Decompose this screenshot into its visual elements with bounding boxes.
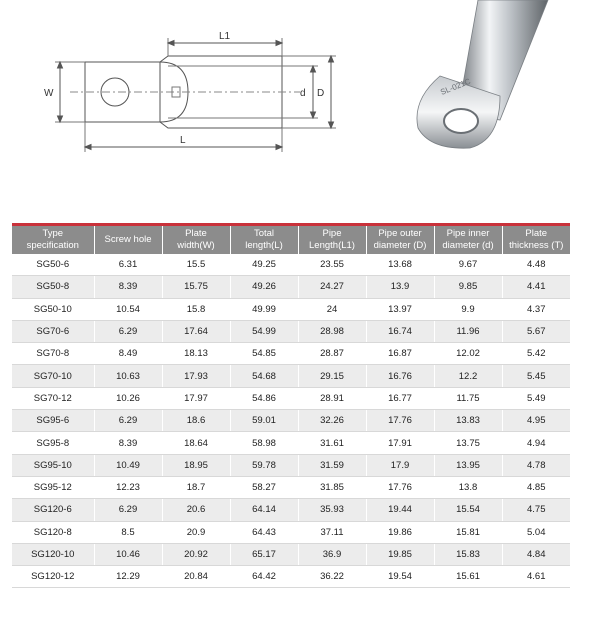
- value-cell: 4.37: [502, 298, 570, 320]
- column-header: [162, 225, 230, 255]
- column-header-line: Pipe inner: [446, 228, 490, 239]
- value-cell: 37.11: [298, 521, 366, 543]
- value-cell: 8.49: [94, 343, 162, 365]
- value-cell: 4.84: [502, 543, 570, 565]
- value-cell: 5.45: [502, 365, 570, 387]
- value-cell: 18.64: [162, 432, 230, 454]
- value-cell: 9.85: [434, 276, 502, 298]
- value-cell: 15.5: [162, 254, 230, 276]
- table-row: [12, 298, 570, 320]
- value-cell: 20.9: [162, 521, 230, 543]
- value-cell: 20.84: [162, 566, 230, 588]
- value-cell: 54.68: [230, 365, 298, 387]
- type-cell: SG120-8: [12, 521, 94, 543]
- column-header: [298, 225, 366, 255]
- value-cell: 8.5: [94, 521, 162, 543]
- value-cell: 13.75: [434, 432, 502, 454]
- photo-screw-hole: [444, 109, 478, 133]
- value-cell: 9.9: [434, 298, 502, 320]
- value-cell: 35.93: [298, 499, 366, 521]
- value-cell: 28.98: [298, 320, 366, 342]
- value-cell: 12.23: [94, 476, 162, 498]
- column-header-line: specification: [26, 240, 79, 251]
- value-cell: 65.17: [230, 543, 298, 565]
- value-cell: 54.99: [230, 320, 298, 342]
- value-cell: 17.76: [366, 410, 434, 432]
- value-cell: 49.26: [230, 276, 298, 298]
- value-cell: 18.6: [162, 410, 230, 432]
- type-cell: SG95-12: [12, 476, 94, 498]
- value-cell: 12.29: [94, 566, 162, 588]
- technical-drawing: [55, 38, 336, 152]
- label-l1: L1: [219, 31, 231, 42]
- value-cell: 10.26: [94, 387, 162, 409]
- value-cell: 4.61: [502, 566, 570, 588]
- value-cell: 6.29: [94, 499, 162, 521]
- value-cell: 10.63: [94, 365, 162, 387]
- value-cell: 6.29: [94, 320, 162, 342]
- column-header: [12, 225, 94, 255]
- column-header: [230, 225, 298, 255]
- value-cell: 10.49: [94, 454, 162, 476]
- value-cell: 6.29: [94, 410, 162, 432]
- table-body: [12, 254, 570, 588]
- value-cell: 49.99: [230, 298, 298, 320]
- column-header-line: diameter (d): [442, 240, 494, 251]
- value-cell: 8.39: [94, 432, 162, 454]
- value-cell: 58.27: [230, 476, 298, 498]
- type-cell: SG70-6: [12, 320, 94, 342]
- table-row: [12, 432, 570, 454]
- value-cell: 4.41: [502, 276, 570, 298]
- value-cell: 20.6: [162, 499, 230, 521]
- table-row: [12, 387, 570, 409]
- value-cell: 13.95: [434, 454, 502, 476]
- table-row: [12, 566, 570, 588]
- value-cell: 15.54: [434, 499, 502, 521]
- column-header: [502, 225, 570, 255]
- value-cell: 54.85: [230, 343, 298, 365]
- value-cell: 5.49: [502, 387, 570, 409]
- value-cell: 18.7: [162, 476, 230, 498]
- column-header-line: thickness (T): [509, 240, 564, 251]
- value-cell: 20.92: [162, 543, 230, 565]
- type-cell: SG120-12: [12, 566, 94, 588]
- specification-table: [12, 223, 570, 588]
- value-cell: 15.83: [434, 543, 502, 565]
- value-cell: 32.26: [298, 410, 366, 432]
- value-cell: 19.54: [366, 566, 434, 588]
- column-header-line: length(L): [245, 240, 283, 251]
- value-cell: 18.95: [162, 454, 230, 476]
- table-row: [12, 320, 570, 342]
- value-cell: 13.9: [366, 276, 434, 298]
- column-header: [366, 225, 434, 255]
- value-cell: 64.14: [230, 499, 298, 521]
- table-row: [12, 521, 570, 543]
- type-cell: SG95-10: [12, 454, 94, 476]
- table-row: [12, 454, 570, 476]
- column-header-line: Type: [42, 228, 64, 239]
- value-cell: 12.02: [434, 343, 502, 365]
- value-cell: 17.97: [162, 387, 230, 409]
- value-cell: 17.76: [366, 476, 434, 498]
- value-cell: 17.93: [162, 365, 230, 387]
- value-cell: 4.95: [502, 410, 570, 432]
- value-cell: 16.74: [366, 320, 434, 342]
- table-row: [12, 276, 570, 298]
- value-cell: 58.98: [230, 432, 298, 454]
- value-cell: 4.85: [502, 476, 570, 498]
- value-cell: 11.75: [434, 387, 502, 409]
- value-cell: 8.39: [94, 276, 162, 298]
- value-cell: 4.48: [502, 254, 570, 276]
- value-cell: 64.42: [230, 566, 298, 588]
- type-cell: SG70-10: [12, 365, 94, 387]
- column-header-line: Pipe: [322, 228, 342, 239]
- value-cell: 9.67: [434, 254, 502, 276]
- column-header-line: diameter (D): [373, 240, 427, 251]
- value-cell: 23.55: [298, 254, 366, 276]
- table-row: [12, 543, 570, 565]
- value-cell: 13.83: [434, 410, 502, 432]
- type-cell: SG120-6: [12, 499, 94, 521]
- value-cell: 15.8: [162, 298, 230, 320]
- type-cell: SG50-8: [12, 276, 94, 298]
- column-header: [94, 225, 162, 255]
- type-cell: SG120-10: [12, 543, 94, 565]
- type-cell: SG95-8: [12, 432, 94, 454]
- value-cell: 24.27: [298, 276, 366, 298]
- column-header-line: Length(L1): [309, 240, 355, 251]
- value-cell: 12.2: [434, 365, 502, 387]
- value-cell: 16.77: [366, 387, 434, 409]
- value-cell: 4.75: [502, 499, 570, 521]
- value-cell: 13.97: [366, 298, 434, 320]
- product-photo: [417, 0, 548, 148]
- column-header-line: Pipe outer: [378, 228, 422, 239]
- value-cell: 15.75: [162, 276, 230, 298]
- value-cell: 4.78: [502, 454, 570, 476]
- table-row: [12, 499, 570, 521]
- value-cell: 17.91: [366, 432, 434, 454]
- type-cell: SG50-6: [12, 254, 94, 276]
- column-header-line: Total: [253, 228, 275, 239]
- value-cell: 49.25: [230, 254, 298, 276]
- value-cell: 18.13: [162, 343, 230, 365]
- value-cell: 15.61: [434, 566, 502, 588]
- value-cell: 13.8: [434, 476, 502, 498]
- value-cell: 16.87: [366, 343, 434, 365]
- photo-stamp: SL-021C: [439, 76, 472, 97]
- table-row: [12, 410, 570, 432]
- value-cell: 54.86: [230, 387, 298, 409]
- value-cell: 6.31: [94, 254, 162, 276]
- value-cell: 36.22: [298, 566, 366, 588]
- value-cell: 59.01: [230, 410, 298, 432]
- column-header-line: Screw hole: [104, 234, 152, 245]
- table-row: [12, 343, 570, 365]
- value-cell: 31.59: [298, 454, 366, 476]
- value-cell: 59.78: [230, 454, 298, 476]
- value-cell: 5.04: [502, 521, 570, 543]
- value-cell: 10.46: [94, 543, 162, 565]
- label-l: L: [180, 135, 186, 146]
- value-cell: 64.43: [230, 521, 298, 543]
- value-cell: 17.9: [366, 454, 434, 476]
- column-header: [434, 225, 502, 255]
- value-cell: 10.54: [94, 298, 162, 320]
- value-cell: 11.96: [434, 320, 502, 342]
- value-cell: 31.85: [298, 476, 366, 498]
- value-cell: 28.87: [298, 343, 366, 365]
- value-cell: 36.9: [298, 543, 366, 565]
- value-cell: 19.44: [366, 499, 434, 521]
- value-cell: 4.94: [502, 432, 570, 454]
- column-header-line: Plate: [185, 228, 207, 239]
- value-cell: 28.91: [298, 387, 366, 409]
- type-cell: SG70-8: [12, 343, 94, 365]
- label-d-inner: d: [300, 88, 306, 99]
- type-cell: SG50-10: [12, 298, 94, 320]
- value-cell: 16.76: [366, 365, 434, 387]
- value-cell: 17.64: [162, 320, 230, 342]
- value-cell: 29.15: [298, 365, 366, 387]
- table-row: [12, 365, 570, 387]
- type-cell: SG70-12: [12, 387, 94, 409]
- label-w: W: [44, 88, 54, 99]
- table-header-row: [12, 225, 570, 255]
- column-header-line: Plate: [525, 228, 548, 239]
- value-cell: 5.67: [502, 320, 570, 342]
- type-cell: SG95-6: [12, 410, 94, 432]
- value-cell: 24: [298, 298, 366, 320]
- table-row: [12, 254, 570, 276]
- value-cell: 5.42: [502, 343, 570, 365]
- value-cell: 19.86: [366, 521, 434, 543]
- value-cell: 31.61: [298, 432, 366, 454]
- label-d-outer: D: [317, 88, 325, 99]
- value-cell: 19.85: [366, 543, 434, 565]
- value-cell: 15.81: [434, 521, 502, 543]
- table-row: [12, 476, 570, 498]
- value-cell: 13.68: [366, 254, 434, 276]
- cable-lug-illustration: [0, 0, 594, 215]
- column-header-line: width(W): [177, 240, 215, 251]
